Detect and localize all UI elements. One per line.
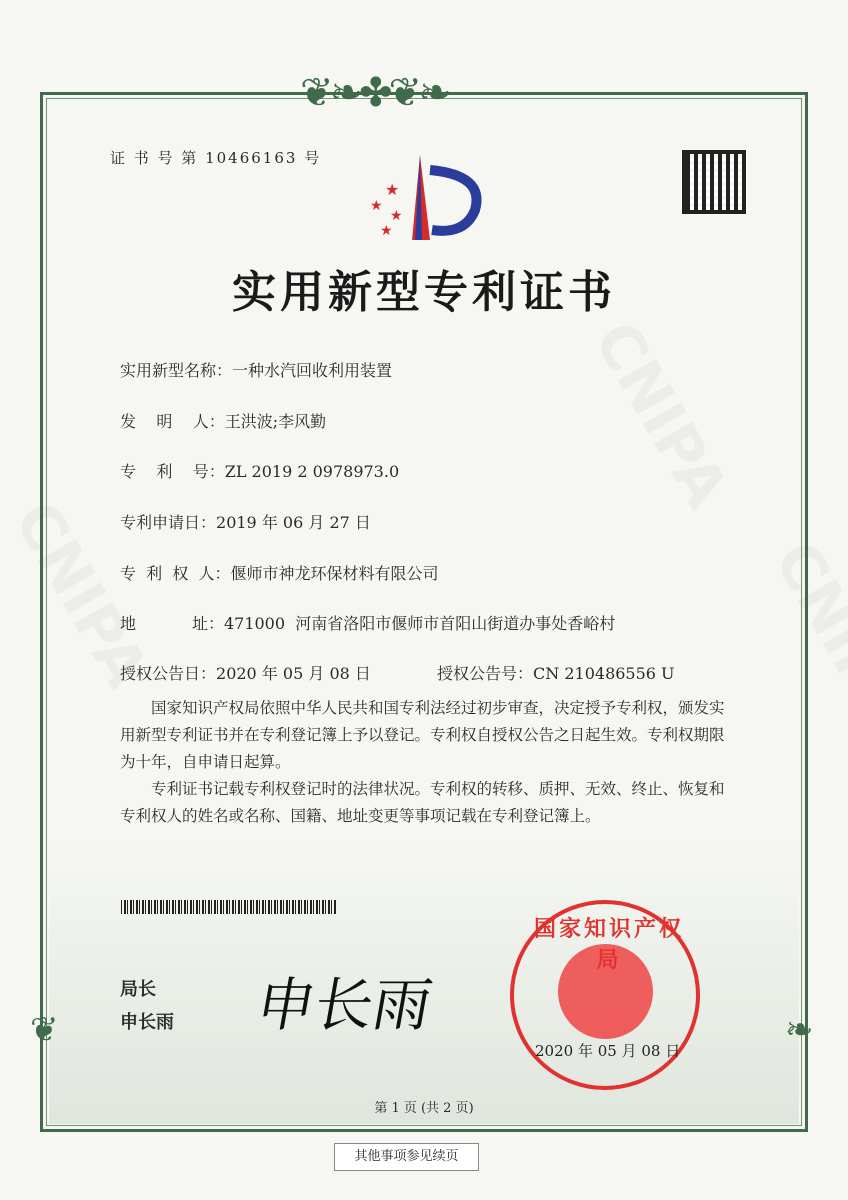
svg-text:★: ★ bbox=[370, 198, 383, 214]
field-application-date: 专利申请日：2019 年 06 月 27 日 bbox=[120, 513, 371, 532]
field-publication-number: 授权公告号：CN 210486556 U bbox=[437, 664, 675, 683]
director-name: 申长雨 bbox=[120, 1012, 174, 1033]
continued-note: 其他事项参见续页 bbox=[334, 1143, 479, 1171]
paragraph-grant: 国家知识产权局依照中华人民共和国专利法经过初步审查，决定授予专利权，颁发实用新型专利证书并在专利登记簿上予以登记。专利权自授权公告之日起生效。专利权期限为十年，自申请日起算。 bbox=[120, 699, 725, 771]
corner-ornament-icon: ❦ bbox=[30, 1010, 59, 1050]
official-seal: 国家知识产权局 bbox=[510, 900, 700, 1090]
svg-text:★: ★ bbox=[385, 180, 400, 199]
certificate-title: 实用新型专利证书 bbox=[232, 267, 616, 318]
cnipa-emblem-icon bbox=[360, 150, 490, 245]
paragraph-legal: 专利证书记载专利权登记时的法律状况。专利权的转移、质押、无效、终止、恢复和专利权人的姓名或名称、国籍、地址变更等事项记载在专利登记簿上。 bbox=[120, 780, 725, 825]
field-patentee: 专 利 权 人：偃师市神龙环保材料有限公司 bbox=[120, 564, 439, 583]
field-patent-number: 专 利 号：ZL 2019 2 0978973.0 bbox=[120, 462, 400, 481]
qr-code bbox=[682, 150, 746, 214]
page-number: 第 1 页 (共 2 页) bbox=[374, 1101, 474, 1116]
field-grant-date: 授权公告日：2020 年 05 月 08 日 bbox=[120, 664, 371, 683]
svg-text:★: ★ bbox=[380, 223, 393, 239]
field-utility-name: 实用新型名称：一种水汽回收利用装置 bbox=[120, 361, 393, 380]
field-address: 地 址：471000 河南省洛阳市偃师市首阳山街道办事处香峪村 bbox=[120, 614, 616, 633]
corner-ornament-icon: ❧ bbox=[785, 1010, 814, 1050]
director-title: 局长 bbox=[120, 979, 156, 1000]
svg-text:★: ★ bbox=[390, 208, 403, 224]
top-ornament-icon: ❦❧✤❦❧ bbox=[300, 70, 448, 116]
certificate-number: 证 书 号 第 10466163 号 bbox=[110, 149, 322, 167]
director-signature: 申长雨 bbox=[251, 971, 438, 1039]
field-inventor: 发 明 人：王洪波;李风勤 bbox=[120, 412, 327, 431]
seal-date: 2020 年 05 月 08 日 bbox=[535, 1042, 681, 1060]
barcode bbox=[121, 900, 336, 914]
